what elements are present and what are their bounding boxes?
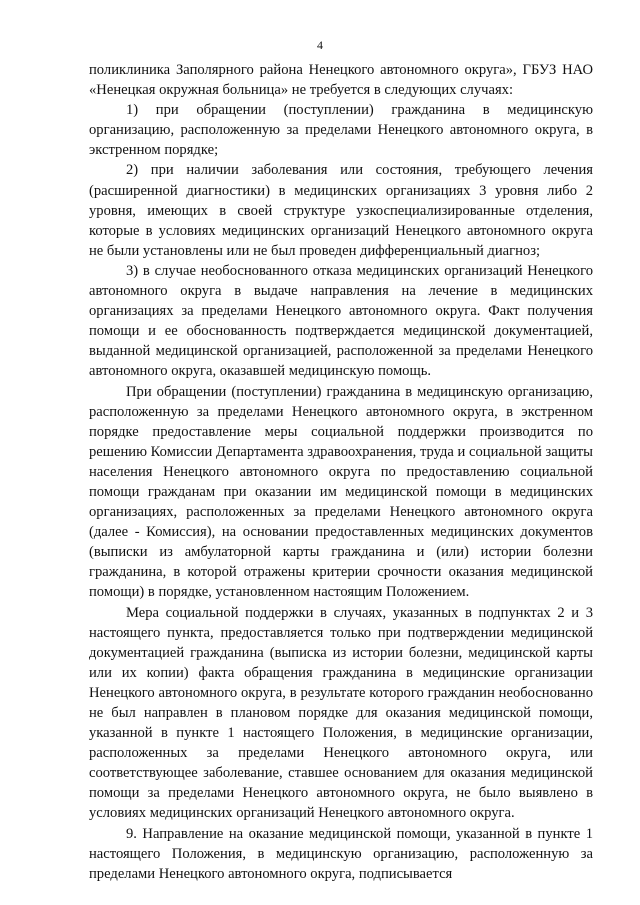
paragraph-item-3: 3) в случае необоснованного отказа медицинских организаций Ненецкого автономного округа в выдаче направления на лечение в медицинских организациях за пределами Ненецкого автономного округа. Факт получения помощи и ее обоснованность подтверждается медицинской документацией, выданной медицинской организацией, расположенной за пределами Ненецкого автономного округа, оказавшей медицинскую помощь.: [89, 262, 593, 380]
paragraph-emergency: При обращении (поступлении) гражданина в медицинскую организацию, расположенную за пределами Ненецкого автономного округа, в экстренном порядке предоставление меры социальной поддержки производится по решению Комиссии Департамента здравоохранения, труда и социальной защиты населения Ненецкого автономного округа по предоставлению социальной помощи гражданам при оказании им медицинской помощи в медицинских организациях, расположенных за пределами Ненецкого автономного округа (далее - Комиссия), на основании предоставленных медицинских документов (выписки из амбулаторной карты гражданина и (или) истории болезни гражданина, в которой отражены критерии срочности оказания медицинской помощи) в порядке, установленном настоящим Положением.: [89, 383, 593, 601]
page-number: 4: [317, 38, 323, 52]
paragraph-item-1: 1) при обращении (поступлении) гражданина в медицинскую организацию, расположенную за пределами Ненецкого автономного округа, в экстренном порядке;: [89, 102, 593, 159]
paragraph-intro: поликлиника Заполярного района Ненецкого автономного округа», ГБУЗ НАО «Ненецкая окружная больница» не требуется в следующих случаях:: [89, 62, 593, 99]
document-body: [89, 60, 593, 884]
paragraph-section-9: 9. Направление на оказание медицинской помощи, указанной в пункте 1 настоящего Положения, в медицинскую организацию, расположенную за пределами Ненецкого автономного округа, подписывается: [89, 825, 593, 882]
paragraph-support-measure: Мера социальной поддержки в случаях, указанных в подпунктах 2 и 3 настоящего пункта, предоставляется только при подтверждении медицинской документацией гражданина (выписка из истории болезни, медицинской карты или их копии) факта обращения гражданина в медицинские организации Ненецкого автономного округа, в результате которого гражданин необоснованно не был направлен в плановом порядке для оказания медицинской помощи, указанной в пункте 1 настоящего Положения, в медицинские организации, расположенных за пределами Ненецкого автономного округа, или соответствующее заболевание, ставшее основанием для оказания медицинской помощи за пределами Ненецкого автономного округа, не было выявлено в условиях медицинских организаций Ненецкого автономного округа.: [89, 604, 593, 822]
paragraph-item-2: 2) при наличии заболевания или состояния, требующего лечения (расширенной диагностики) в медицинских организациях 3 уровня либо 2 уровня, имеющих в своей структуре узкоспециализированные отделения, которые в условиях медицинских организаций Ненецкого автономного округа не были установлены или не был проведен дифференциальный диагноз;: [89, 162, 593, 259]
